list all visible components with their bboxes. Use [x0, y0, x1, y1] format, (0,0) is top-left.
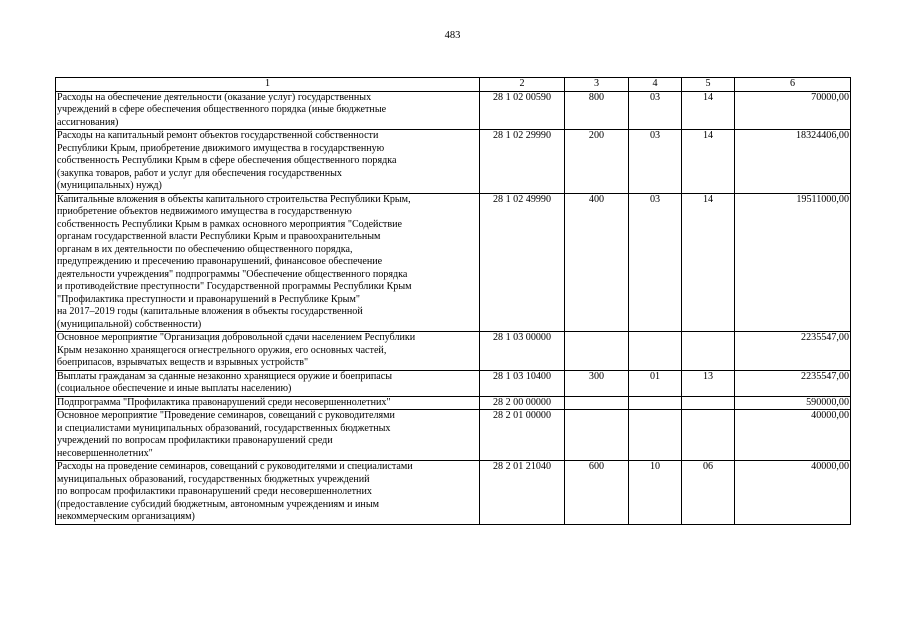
row-amount-cell: 40000,00	[735, 461, 851, 525]
row-amount-cell: 590000,00	[735, 396, 851, 410]
table-row	[56, 370, 851, 396]
row-pr-cell: 14	[682, 130, 735, 194]
row-vr-cell: 400	[565, 193, 629, 332]
row-name-cell: Капитальные вложения в объекты капитального строительства Республики Крым, приобретение объектов недвижимого имущества в государственную собственность Республики Крым в рамках основного мероприятия "Содействие органам государственной власти Республики Крым и правоохранительным органам в их деятельности по обеспечению общественного порядка, предупреждению и пресечению правонарушений, финансовое обеспечение деятельности учреждения" подпрограммы "Обеспечение общественного порядка и противодействие преступности" Государственной программы Республики Крым "Профилактика преступности и правонарушений в Республике Крым" на 2017–2019 годы (капитальные вложения в объекты государственной (муниципальной) собственности)	[56, 193, 480, 332]
table-row	[56, 91, 851, 130]
row-code-cell: 28 2 00 00000	[480, 396, 565, 410]
row-amount-cell: 18324406,00	[735, 130, 851, 194]
row-vr-cell	[565, 396, 629, 410]
row-amount-cell: 70000,00	[735, 91, 851, 130]
table-row	[56, 332, 851, 371]
row-name-cell: Основное мероприятие "Проведение семинаров, совещаний с руководителями и специалистами муниципальных образований, государственных бюджетных учреждений по вопросам профилактики правонарушений среди несовершеннолетних"	[56, 410, 480, 461]
row-vr-cell: 300	[565, 370, 629, 396]
row-amount-cell: 19511000,00	[735, 193, 851, 332]
table-row	[56, 396, 851, 410]
row-rz-cell: 10	[629, 461, 682, 525]
column-header: 3	[565, 78, 629, 92]
row-code-cell: 28 2 01 21040	[480, 461, 565, 525]
row-code-cell: 28 1 02 00590	[480, 91, 565, 130]
row-pr-cell	[682, 410, 735, 461]
column-header: 5	[682, 78, 735, 92]
row-vr-cell	[565, 410, 629, 461]
row-rz-cell: 03	[629, 193, 682, 332]
row-pr-cell: 14	[682, 91, 735, 130]
table-row	[56, 130, 851, 194]
row-vr-cell: 800	[565, 91, 629, 130]
row-vr-cell	[565, 332, 629, 371]
row-rz-cell: 01	[629, 370, 682, 396]
budget-table	[55, 77, 851, 525]
row-code-cell: 28 2 01 00000	[480, 410, 565, 461]
row-code-cell: 28 1 03 10400	[480, 370, 565, 396]
row-pr-cell: 06	[682, 461, 735, 525]
table-row	[56, 461, 851, 525]
row-amount-cell: 2235547,00	[735, 370, 851, 396]
row-rz-cell	[629, 410, 682, 461]
row-vr-cell: 600	[565, 461, 629, 525]
row-name-cell: Расходы на обеспечение деятельности (оказание услуг) государственных учреждений в сфере обеспечения общественного порядка (иные бюджетные ассигнования)	[56, 91, 480, 130]
table-header-row	[56, 78, 851, 92]
row-name-cell: Расходы на капитальный ремонт объектов государственной собственности Республики Крым, приобретение движимого имущества в государственную собственность Республики Крым в сфере обеспечения общественного порядка (закупка товаров, работ и услуг для обеспечения государственных (муниципальных) нужд)	[56, 130, 480, 194]
row-name-cell: Основное мероприятие "Организация добровольной сдачи населением Республики Крым незаконно хранящегося огнестрельного оружия, его основных частей, боеприпасов, взрывчатых веществ и взрывных устройств"	[56, 332, 480, 371]
column-header: 2	[480, 78, 565, 92]
column-header: 6	[735, 78, 851, 92]
row-name-cell: Подпрограмма "Профилактика правонарушений среди несовершеннолетних"	[56, 396, 480, 410]
table-row	[56, 410, 851, 461]
column-header: 4	[629, 78, 682, 92]
page-number: 483	[444, 30, 461, 41]
row-pr-cell	[682, 396, 735, 410]
table-row	[56, 193, 851, 332]
row-amount-cell: 2235547,00	[735, 332, 851, 371]
row-amount-cell: 40000,00	[735, 410, 851, 461]
row-rz-cell: 03	[629, 91, 682, 130]
row-pr-cell: 13	[682, 370, 735, 396]
row-rz-cell	[629, 396, 682, 410]
row-name-cell: Расходы на проведение семинаров, совещаний с руководителями и специалистами муниципальных образований, государственных бюджетных учреждений по вопросам профилактики правонарушений среди несовершеннолетних (предоставление субсидий бюджетным, автономным учреждениям и иным некоммерческим организациям)	[56, 461, 480, 525]
row-code-cell: 28 1 03 00000	[480, 332, 565, 371]
row-name-cell: Выплаты гражданам за сданные незаконно хранящиеся оружие и боеприпасы (социальное обеспечение и иные выплаты населению)	[56, 370, 480, 396]
row-pr-cell: 14	[682, 193, 735, 332]
column-header: 1	[56, 78, 480, 92]
row-pr-cell	[682, 332, 735, 371]
row-rz-cell: 03	[629, 130, 682, 194]
row-rz-cell	[629, 332, 682, 371]
row-vr-cell: 200	[565, 130, 629, 194]
row-code-cell: 28 1 02 49990	[480, 193, 565, 332]
row-code-cell: 28 1 02 29990	[480, 130, 565, 194]
